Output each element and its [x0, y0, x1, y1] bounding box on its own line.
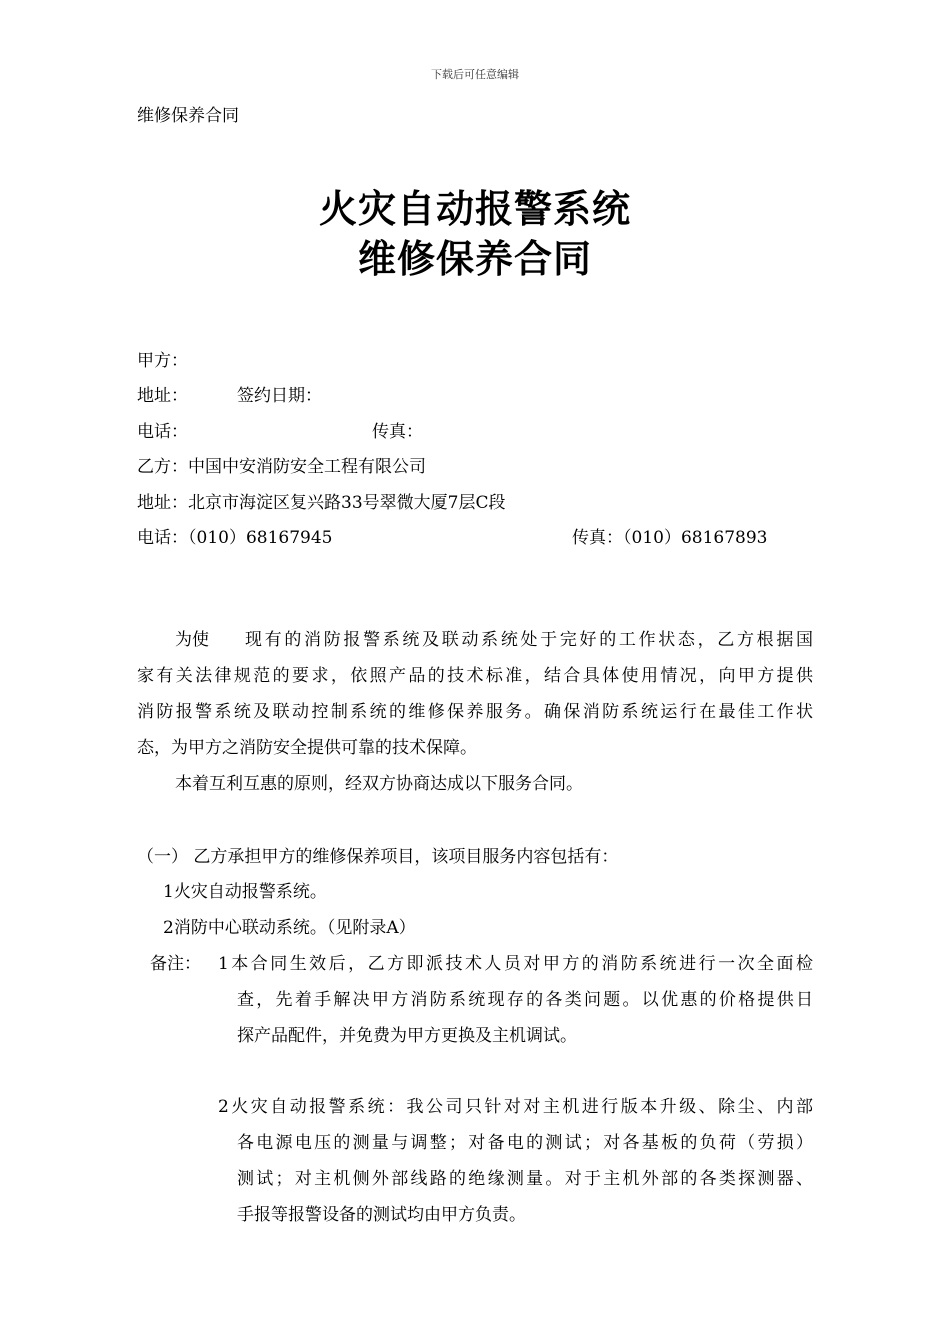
section1-heading: （一） 乙方承担甲方的维修保养项目，该项目服务内容包括有：: [137, 847, 619, 867]
intro-paragraph-2: 本着互利互惠的原则，经双方协商达成以下服务合同。: [175, 774, 583, 794]
party-b-phone: 电话：（010）68167945: [137, 528, 333, 548]
note2-line-2: 各电源电压的测量与调整；对备电的测试；对各基板的负荷（劳损）: [237, 1133, 813, 1153]
note1-line-1: 1本合同生效后，乙方即派技术人员对甲方的消防系统进行一次全面检: [218, 954, 813, 974]
intro-line-2: 家有关法律规范的要求，依照产品的技术标准，结合具体使用情况，向甲方提供: [137, 666, 813, 686]
document-title-line2: 维修保养合同: [357, 237, 592, 281]
intro-line-3: 消防报警系统及联动控制系统的维修保养服务。确保消防系统运行在最佳工作状: [137, 702, 813, 722]
party-a-label: 甲方：: [137, 351, 188, 371]
section1-item-2: 2消防中心联动系统。（见附录A）: [163, 918, 416, 938]
party-b-address: 地址：北京市海淀区复兴路33号翠微大厦7层C段: [137, 493, 506, 513]
intro-line-4: 态，为甲方之消防安全提供可靠的技术保障。: [137, 738, 477, 758]
sign-date-label: 签约日期：: [237, 386, 322, 406]
document-label: 维修保养合同: [137, 106, 239, 126]
party-a-address-label: 地址：: [137, 386, 188, 406]
intro-line-1: 现有的消防报警系统及联动系统处于完好的工作状态，乙方根据国: [245, 630, 813, 650]
intro-prefix: 为使: [175, 630, 209, 650]
note1-line-3: 探产品配件，并免费为甲方更换及主机调试。: [237, 1026, 577, 1046]
party-a-fax-label: 传真：: [372, 422, 423, 442]
note-label: 备注：: [150, 954, 201, 974]
note2-line-3: 测试；对主机侧外部线路的绝缘测量。对于主机外部的各类探测器、: [237, 1169, 813, 1189]
page-header-note: 下载后可任意编辑: [431, 68, 519, 81]
party-a-phone-label: 电话：: [137, 422, 188, 442]
note1-line-2: 查，先着手解决甲方消防系统现存的各类问题。以优惠的价格提供日: [237, 990, 813, 1010]
note2-line-4: 手报等报警设备的测试均由甲方负责。: [237, 1205, 526, 1225]
section1-item-1: 1火灾自动报警系统。: [163, 882, 327, 902]
party-b-fax: 传真：（010）68167893: [572, 528, 768, 548]
party-b-name: 乙方：中国中安消防安全工程有限公司: [137, 457, 426, 477]
document-title-line1: 火灾自动报警系统: [318, 187, 631, 231]
note2-line-1: 2火灾自动报警系统：我公司只针对对主机进行版本升级、除尘、内部: [218, 1097, 813, 1117]
